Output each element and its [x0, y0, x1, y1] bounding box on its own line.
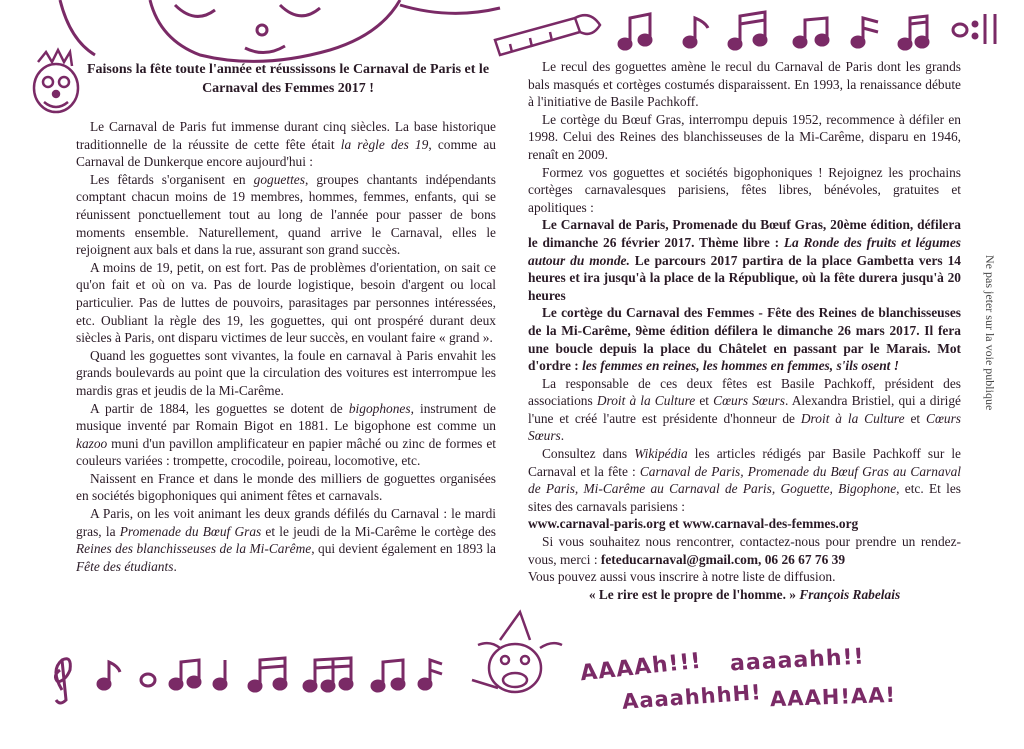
music-notes-icon — [619, 12, 995, 49]
shout-1: AAAAh!!! — [579, 648, 703, 687]
bigophone-trumpet-icon — [495, 15, 600, 55]
left-paragraph-2: Les fêtards s'organisent en goguettes, groupes chantants indépendants comptant chacun moins de 19 membres, hommes, femmes, enfants, qui se réunissent ponctuellement tout au long de l'année pour passer de bons moments ensemble. Naturellement, quand arrive le Carnaval, elles le rejoignent aux bals et dans la rue, assurant son grand succès. — [76, 171, 496, 258]
left-paragraph-6: Naissent en France et dans le monde des milliers de goguettes organisées en sociétés bigophoniques qui animent fêtes et carnavals. — [76, 470, 496, 504]
clown-small-icon — [34, 50, 78, 112]
left-paragraph-4: Quand les goguettes sont vivantes, la foule en carnaval à Paris envahit les grands boulevards au point que la circulation des voitures est interrompue les mardis gras et jeudis de la Mi-Carême. — [76, 347, 496, 398]
right-paragraph-2: Le cortège du Bœuf Gras, interrompu depuis 1952, recommence à défiler en 1998. Celui des Reines des blanchisseuses de la Mi-Carême, disparu en 1946, renaît en 2009. — [528, 111, 961, 162]
shout-4: AAAH!AA! — [769, 682, 897, 712]
clown-face-icon — [60, 0, 500, 61]
page-title: Faisons la fête toute l'année et réussissons le Carnaval de Paris et le Carnaval des Femmes 2017 ! — [86, 62, 490, 96]
right-paragraph-4: Le Carnaval de Paris, Promenade du Bœuf Gras, 20ème édition, défilera le dimanche 26 février 2017. Thème libre : La Ronde des fruits et légumes autour du monde. Le parcours 2017 partira de la place Gambetta vers 14 heures et ira jusqu'à la place de la République, où la fête durera jusqu'à 20 heures — [528, 217, 961, 303]
right-paragraph-9: Si vous souhaitez nous rencontrer, contactez-nous pour prendre un rendez-vous, merci : feteducarnaval@gmail.com, 06 26 67 76 39 — [528, 534, 961, 567]
shout-3: AaaahhhH! — [621, 680, 763, 714]
left-paragraph-1: Le Carnaval de Paris fut immense durant cinq siècles. La base historique traditionnelle de la réussite de cette fête était la règle des 19, comme au Carnaval de Dunkerque encore aujourd'hui : — [76, 119, 497, 170]
left-column — [76, 118, 496, 575]
left-paragraph-7: A Paris, on les voit animant les deux grands défilés du Carnaval : le mardi gras, la Promenade du Bœuf Gras et le jeudi de la Mi-Carême le cortège des Reines des blanchisseuses de la Mi-Carême, qui devient également en 1893 la Fête des étudiants. — [76, 506, 496, 574]
music-notes-bottom-icon — [55, 658, 442, 703]
right-paragraph-10: Vous pouvez aussi vous inscrire à notre liste de diffusion. — [528, 569, 836, 585]
contact-email[interactable]: feteducarnaval@gmail.com, 06 26 67 76 39 — [600, 551, 846, 567]
left-paragraph-5: A partir de 1884, les goguettes se dotent de bigophones, instrument de musique inventé par Romain Bigot en 1881. Le bigophone est comme un kazoo muni d'un pavillon amplificateur en papier mâché ou zinc de formes et couleurs variées : trompette, crocodile, poireau, locomotive, etc. — [76, 400, 496, 469]
side-note: Ne pas jeter sur la voie publique — [983, 255, 997, 411]
right-paragraph-1: Le recul des goguettes amène le recul du Carnaval de Paris dont les grands bals masqués et cortèges costumés disparaissent. En 1993, la renaissance débute à l'initiative de Basile Pachkoff. — [528, 59, 961, 110]
right-column — [528, 58, 961, 603]
right-paragraph-6: La responsable de ces deux fêtes est Basile Pachkoff, président des associations Droit à la Culture et Cœurs Sœurs. Alexandra Bristiel, qui a dirigé l'une et créé l'autre est présidente d'honneur de Droit à la Culture et Cœurs Sœurs. — [528, 375, 962, 444]
right-paragraph-7: Consultez dans Wikipédia les articles rédigés par Basile Pachkoff sur le Carnaval et la fête : Carnaval de Paris, Promenade du Bœuf Gras au Carnaval de Paris, Mi-Carême au Carnaval de Paris, Goguette, Bigophone, etc. Et les sites des carnavals parisiens : — [528, 446, 962, 514]
websites-link[interactable]: www.carnaval-paris.org et www.carnaval-des-femmes.org — [528, 516, 859, 532]
right-paragraph-3: Formez vos goguettes et sociétés bigophoniques ! Rejoignez les prochains cortèges carnavalesques parisiens, fêtes libres, bénévoles, gratuites et apolitiques : — [528, 164, 961, 215]
rabelais-quote: « Le rire est le propre de l'homme. » François Rabelais — [588, 586, 901, 602]
left-paragraph-3: A moins de 19, petit, on est fort. Pas de problèmes d'orientation, on sait ce qu'on fait et où on va. Pas de lourde logistique, besoin d'argent ou local particulier. Pas de luttes de pouvoirs, parasitages par personnes intéressées, etc. Oubliant la règle des 19, les goguettes, qui ont prospéré durant deux siècles à Paris, ont disparu victimes de leur succès, en voulant faire « grand ». — [76, 259, 496, 346]
cow-head-icon — [472, 612, 562, 692]
right-paragraph-5: Le cortège du Carnaval des Femmes - Fête des Reines de blanchisseuses de la Mi-Carême, 9ème édition défilera le dimanche 26 mars 2017. Il fera une boucle depuis la place du Châtelet en passant par le Marais. Mot d'ordre : les femmes en reines, les hommes en femmes, s'ils osent ! — [528, 305, 961, 374]
shout-2: aaaaahh!! — [729, 644, 866, 677]
